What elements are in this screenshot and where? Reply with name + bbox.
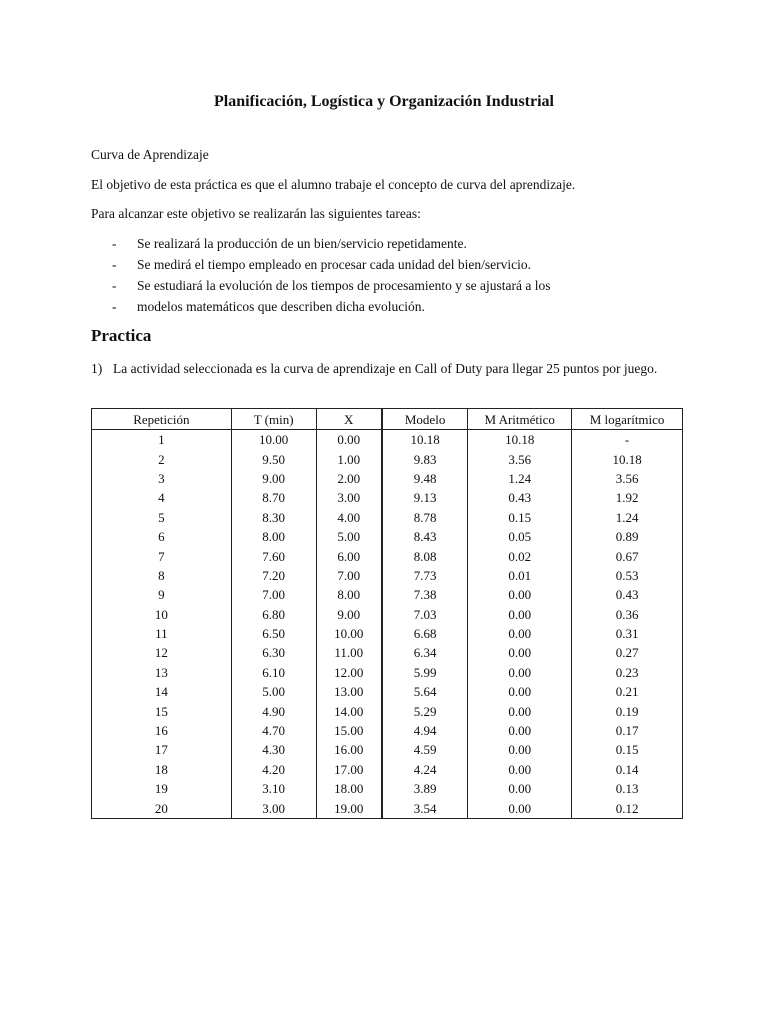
cell-t-min: 4.90 <box>231 701 316 720</box>
cell-modelo: 8.78 <box>382 508 468 527</box>
cell-t-min: 3.10 <box>231 779 316 798</box>
cell-t-min: 8.70 <box>231 488 316 507</box>
table-row <box>92 527 683 546</box>
cell-m-aritmetico: 0.00 <box>468 798 572 818</box>
cell-repeticion: 2 <box>92 449 232 468</box>
cell-repeticion: 19 <box>92 779 232 798</box>
table-row <box>92 682 683 701</box>
cell-modelo: 4.59 <box>382 740 468 759</box>
cell-m-logaritmico: 0.21 <box>572 682 683 701</box>
cell-x: 2.00 <box>316 469 382 488</box>
bullet-dash: - <box>112 257 117 272</box>
table-row <box>92 508 683 527</box>
cell-t-min: 8.00 <box>231 527 316 546</box>
cell-m-logaritmico: 1.92 <box>572 488 683 507</box>
list-item <box>112 255 551 276</box>
cell-modelo: 5.64 <box>382 682 468 701</box>
cell-m-logaritmico: 0.17 <box>572 721 683 740</box>
cell-repeticion: 6 <box>92 527 232 546</box>
cell-repeticion: 5 <box>92 508 232 527</box>
cell-repeticion: 13 <box>92 663 232 682</box>
cell-t-min: 3.00 <box>231 798 316 818</box>
table-row <box>92 721 683 740</box>
table-row <box>92 643 683 662</box>
cell-m-logaritmico: 0.67 <box>572 546 683 565</box>
list-item <box>112 234 551 255</box>
cell-x: 5.00 <box>316 527 382 546</box>
cell-m-aritmetico: 0.00 <box>468 585 572 604</box>
task-text: Se realizará la producción de un bien/servicio repetidamente. <box>137 236 467 251</box>
cell-repeticion: 7 <box>92 546 232 565</box>
cell-modelo: 9.48 <box>382 469 468 488</box>
cell-t-min: 10.00 <box>231 430 316 450</box>
cell-modelo: 10.18 <box>382 430 468 450</box>
cell-m-logaritmico: 0.15 <box>572 740 683 759</box>
cell-m-aritmetico: 0.00 <box>468 721 572 740</box>
header-m-aritmetico: M Aritmético <box>468 409 572 430</box>
cell-m-aritmetico: 0.00 <box>468 760 572 779</box>
cell-x: 19.00 <box>316 798 382 818</box>
cell-t-min: 4.30 <box>231 740 316 759</box>
cell-repeticion: 8 <box>92 566 232 585</box>
cell-t-min: 6.50 <box>231 624 316 643</box>
cell-m-aritmetico: 0.05 <box>468 527 572 546</box>
cell-m-logaritmico: - <box>572 430 683 450</box>
cell-repeticion: 3 <box>92 469 232 488</box>
cell-m-aritmetico: 0.00 <box>468 779 572 798</box>
cell-m-logaritmico: 0.23 <box>572 663 683 682</box>
bullet-dash: - <box>112 236 117 251</box>
cell-m-aritmetico: 0.00 <box>468 740 572 759</box>
table-row <box>92 760 683 779</box>
cell-m-logaritmico: 0.19 <box>572 701 683 720</box>
table-row <box>92 798 683 818</box>
cell-x: 4.00 <box>316 508 382 527</box>
cell-m-logaritmico: 0.89 <box>572 527 683 546</box>
cell-modelo: 4.94 <box>382 721 468 740</box>
cell-x: 15.00 <box>316 721 382 740</box>
section-heading: Practica <box>91 326 152 345</box>
table-row <box>92 430 683 450</box>
cell-t-min: 6.10 <box>231 663 316 682</box>
cell-m-logaritmico: 3.56 <box>572 469 683 488</box>
cell-modelo: 6.68 <box>382 624 468 643</box>
task-text: modelos matemáticos que describen dicha evolución. <box>137 299 425 314</box>
cell-m-logaritmico: 1.24 <box>572 508 683 527</box>
header-x: X <box>316 409 382 430</box>
cell-x: 9.00 <box>316 605 382 624</box>
table-row <box>92 488 683 507</box>
cell-m-aritmetico: 0.15 <box>468 508 572 527</box>
table-row <box>92 449 683 468</box>
cell-x: 6.00 <box>316 546 382 565</box>
cell-x: 1.00 <box>316 449 382 468</box>
cell-t-min: 9.00 <box>231 469 316 488</box>
cell-t-min: 4.20 <box>231 760 316 779</box>
cell-m-aritmetico: 0.00 <box>468 605 572 624</box>
cell-repeticion: 18 <box>92 760 232 779</box>
cell-t-min: 6.80 <box>231 605 316 624</box>
cell-x: 3.00 <box>316 488 382 507</box>
table-row <box>92 605 683 624</box>
table-row <box>92 701 683 720</box>
cell-repeticion: 10 <box>92 605 232 624</box>
cell-repeticion: 4 <box>92 488 232 507</box>
cell-repeticion: 14 <box>92 682 232 701</box>
cell-m-logaritmico: 0.12 <box>572 798 683 818</box>
table-row <box>92 546 683 565</box>
cell-modelo: 7.38 <box>382 585 468 604</box>
cell-m-logaritmico: 0.53 <box>572 566 683 585</box>
table-row <box>92 624 683 643</box>
header-m-logaritmico: M logarítmico <box>572 409 683 430</box>
cell-m-logaritmico: 0.27 <box>572 643 683 662</box>
cell-x: 8.00 <box>316 585 382 604</box>
cell-m-aritmetico: 10.18 <box>468 430 572 450</box>
cell-t-min: 9.50 <box>231 449 316 468</box>
table-row <box>92 469 683 488</box>
cell-m-logaritmico: 0.36 <box>572 605 683 624</box>
cell-m-aritmetico: 0.00 <box>468 643 572 662</box>
cell-repeticion: 9 <box>92 585 232 604</box>
intro-paragraph: El objetivo de esta práctica es que el alumno trabaje el concepto de curva del aprendizaje. <box>91 177 576 192</box>
cell-repeticion: 17 <box>92 740 232 759</box>
cell-x: 17.00 <box>316 760 382 779</box>
cell-repeticion: 12 <box>92 643 232 662</box>
cell-repeticion: 15 <box>92 701 232 720</box>
item-number: 1) <box>91 361 103 376</box>
cell-modelo: 9.13 <box>382 488 468 507</box>
cell-m-logaritmico: 0.13 <box>572 779 683 798</box>
cell-t-min: 7.20 <box>231 566 316 585</box>
header-t-min: T (min) <box>231 409 316 430</box>
table-row <box>92 740 683 759</box>
cell-t-min: 6.30 <box>231 643 316 662</box>
cell-x: 11.00 <box>316 643 382 662</box>
cell-x: 16.00 <box>316 740 382 759</box>
cell-x: 14.00 <box>316 701 382 720</box>
cell-x: 18.00 <box>316 779 382 798</box>
cell-x: 0.00 <box>316 430 382 450</box>
cell-modelo: 9.83 <box>382 449 468 468</box>
table-header-row <box>92 409 683 430</box>
tasks-intro: Para alcanzar este objetivo se realizarán las siguientes tareas: <box>91 206 421 221</box>
cell-m-aritmetico: 3.56 <box>468 449 572 468</box>
table-body <box>92 430 683 819</box>
cell-repeticion: 11 <box>92 624 232 643</box>
cell-m-aritmetico: 0.00 <box>468 682 572 701</box>
cell-t-min: 8.30 <box>231 508 316 527</box>
cell-m-aritmetico: 0.00 <box>468 624 572 643</box>
table-row <box>92 566 683 585</box>
cell-repeticion: 16 <box>92 721 232 740</box>
cell-m-aritmetico: 0.02 <box>468 546 572 565</box>
subtitle: Curva de Aprendizaje <box>91 147 209 162</box>
list-item <box>112 276 551 297</box>
cell-t-min: 7.60 <box>231 546 316 565</box>
cell-m-logaritmico: 10.18 <box>572 449 683 468</box>
cell-modelo: 4.24 <box>382 760 468 779</box>
cell-repeticion: 20 <box>92 798 232 818</box>
cell-m-aritmetico: 1.24 <box>468 469 572 488</box>
item-text: La actividad seleccionada es la curva de aprendizaje en Call of Duty para llegar 25 puntos por juego. <box>113 361 658 376</box>
cell-t-min: 4.70 <box>231 721 316 740</box>
task-text: Se estudiará la evolución de los tiempos de procesamiento y se ajustará a los <box>137 278 551 293</box>
cell-t-min: 7.00 <box>231 585 316 604</box>
cell-x: 13.00 <box>316 682 382 701</box>
header-repeticion: Repetición <box>92 409 232 430</box>
cell-modelo: 3.54 <box>382 798 468 818</box>
cell-t-min: 5.00 <box>231 682 316 701</box>
cell-modelo: 5.29 <box>382 701 468 720</box>
table-row <box>92 585 683 604</box>
bullet-dash: - <box>112 299 117 314</box>
cell-m-logaritmico: 0.43 <box>572 585 683 604</box>
cell-x: 10.00 <box>316 624 382 643</box>
cell-repeticion: 1 <box>92 430 232 450</box>
cell-modelo: 8.43 <box>382 527 468 546</box>
cell-modelo: 5.99 <box>382 663 468 682</box>
cell-m-logaritmico: 0.31 <box>572 624 683 643</box>
page-title: Planificación, Logística y Organización Industrial <box>213 93 554 110</box>
learning-curve-table <box>91 408 683 819</box>
bullet-dash: - <box>112 278 117 293</box>
cell-x: 12.00 <box>316 663 382 682</box>
cell-modelo: 8.08 <box>382 546 468 565</box>
list-item <box>112 297 551 318</box>
task-text: Se medirá el tiempo empleado en procesar cada unidad del bien/servicio. <box>137 257 531 272</box>
cell-m-aritmetico: 0.00 <box>468 663 572 682</box>
cell-m-logaritmico: 0.14 <box>572 760 683 779</box>
table-row <box>92 779 683 798</box>
cell-modelo: 6.34 <box>382 643 468 662</box>
header-modelo: Modelo <box>382 409 468 430</box>
cell-m-aritmetico: 0.01 <box>468 566 572 585</box>
cell-m-aritmetico: 0.43 <box>468 488 572 507</box>
table-row <box>92 663 683 682</box>
cell-m-aritmetico: 0.00 <box>468 701 572 720</box>
cell-modelo: 7.73 <box>382 566 468 585</box>
cell-modelo: 7.03 <box>382 605 468 624</box>
cell-x: 7.00 <box>316 566 382 585</box>
cell-modelo: 3.89 <box>382 779 468 798</box>
task-list <box>112 234 551 318</box>
